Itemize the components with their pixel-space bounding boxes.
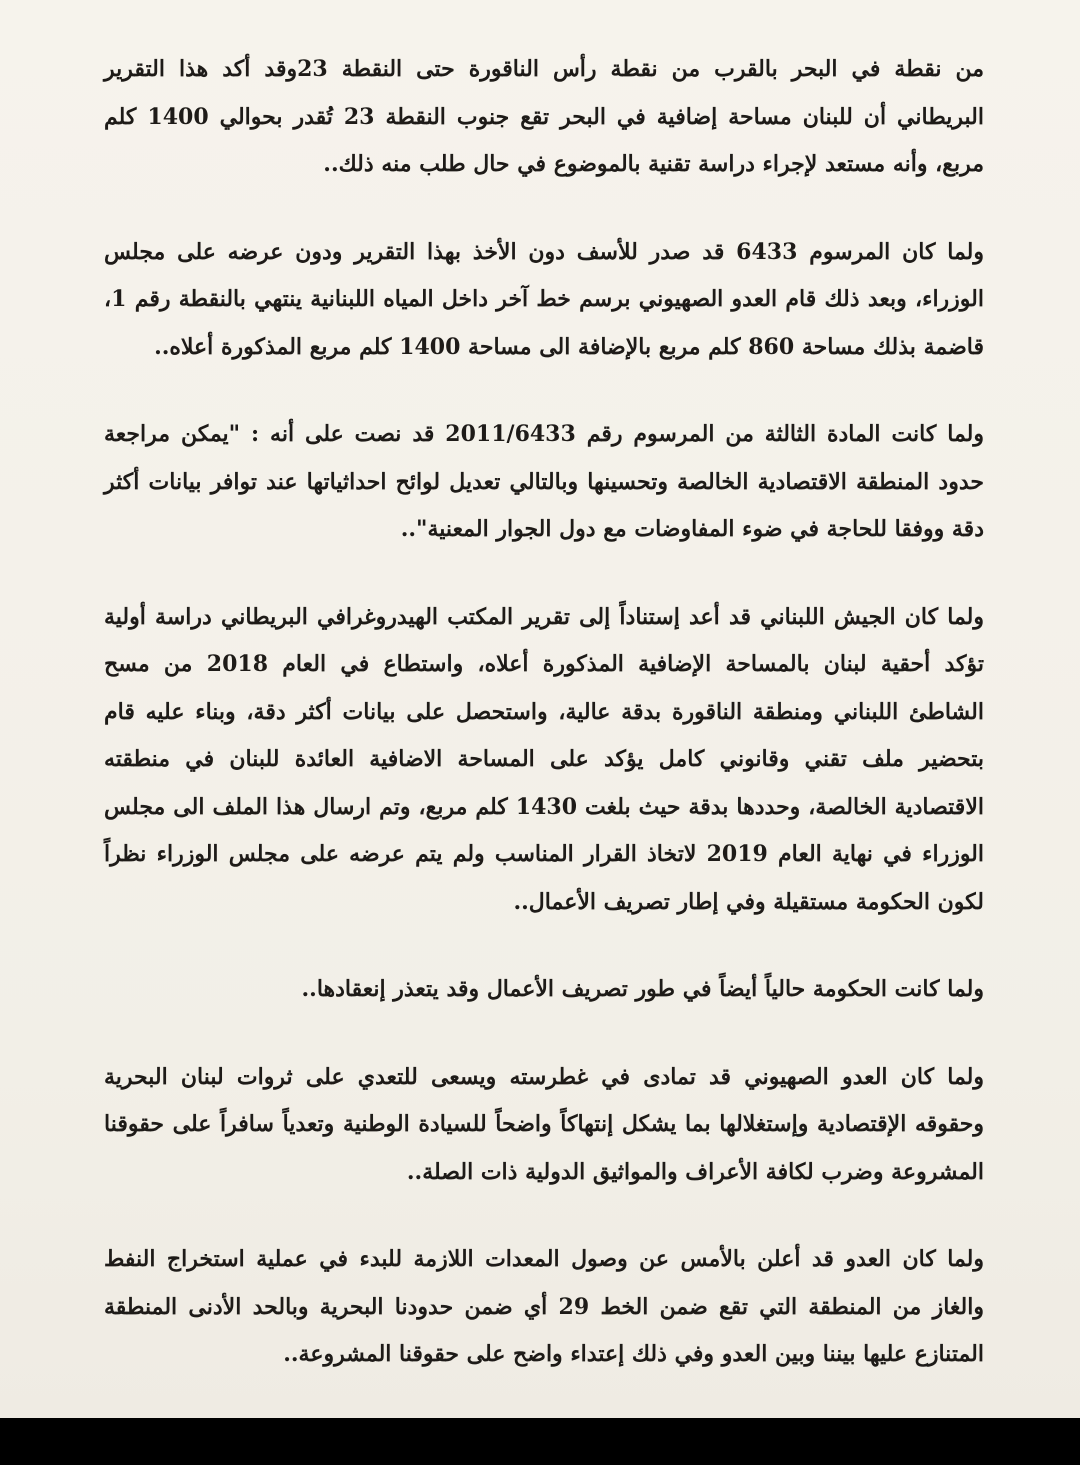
paragraph-5: ولما كانت الحكومة حالياً أيضاً في طور تصريف الأعمال وقد يتعذر إنعقادها..: [301, 976, 984, 1002]
paragraph-7: ولما كان العدو قد أعلن بالأمس عن وصول المعدات اللازمة للبدء في عملية استخراج النفط والغاز من المنطقة التي تقع ضمن الخط 29 أي ضمن حدودنا البحرية وبالحد الأدنى المنطقة المتنازع عليها بيننا وبين العدو وفي ذلك إعتداء واضح على حقوقنا المشروعة..: [104, 1246, 984, 1367]
bottom-black-bar: [0, 1418, 1080, 1465]
paragraph-3: ولما كانت المادة الثالثة من المرسوم رقم 2011/6433 قد نصت على أنه : "يمكن مراجعة حدود المنطقة الاقتصادية الخالصة وتحسينها وبالتالي تعديل لوائح احداثياتها عند توافر بيانات أكثر دقة ووفقا للحاجة في ضوء المفاوضات مع دول الجوار المعنية"..: [104, 421, 984, 542]
paragraph-6: ولما كان العدو الصهيوني قد تمادى في غطرسته ويسعى للتعدي على ثروات لبنان البحرية وحقوقه الإقتصادية وإستغلالها بما يشكل إنتهاكاً واضحاً للسيادة الوطنية وتعدياً سافراً على حقوقنا المشروعة وضرب لكافة الأعراف والمواثيق الدولية ذات الصلة..: [104, 1063, 984, 1185]
document-body: [104, 46, 984, 1379]
paragraph-1: من نقطة في البحر بالقرب من نقطة رأس الناقورة حتى النقطة 23وقد أكد هذا التقرير البريطاني أن للبنان مساحة إضافية في البحر تقع جنوب النقطة 23 تُقدر بحوالي 1400 كلم مربع، وأنه مستعد لإجراء دراسة تقنية بالموضوع في حال طلب منه ذلك..: [104, 56, 984, 177]
paragraph-4: ولما كان الجيش اللبناني قد أعد إستناداً إلى تقرير المكتب الهيدروغرافي البريطاني دراسة أولية تؤكد أحقية لبنان بالمساحة الإضافية المذكورة أعلاه، واستطاع في العام 2018 من مسح الشاطئ اللبناني ومنطقة الناقورة بدقة عالية، واستحصل على بيانات أكثر دقة، وبناء عليه قام بتحضير ملف تقني وقانوني كامل يؤكد على المساحة الاضافية العائدة للبنان في منطقته الاقتصادية الخالصة، وحددها بدقة حيث بلغت 1430 كلم مربع، وتم ارسال هذا الملف الى مجلس الوزراء في نهاية العام 2019 لاتخاذ القرار المناسب ولم يتم عرضه على مجلس الوزراء نظراً لكون الحكومة مستقيلة وفي إطار تصريف الأعمال..: [104, 603, 985, 915]
paragraph-2: ولما كان المرسوم 6433 قد صدر للأسف دون الأخذ بهذا التقرير ودون عرضه على مجلس الوزراء، وبعد ذلك قام العدو الصهيوني برسم خط آخر داخل المياه اللبنانية ينتهي بالنقطة رقم 1، قاضمة بذلك مساحة 860 كلم مربع بالإضافة الى مساحة 1400 كلم مربع المذكورة أعلاه..: [104, 238, 984, 360]
